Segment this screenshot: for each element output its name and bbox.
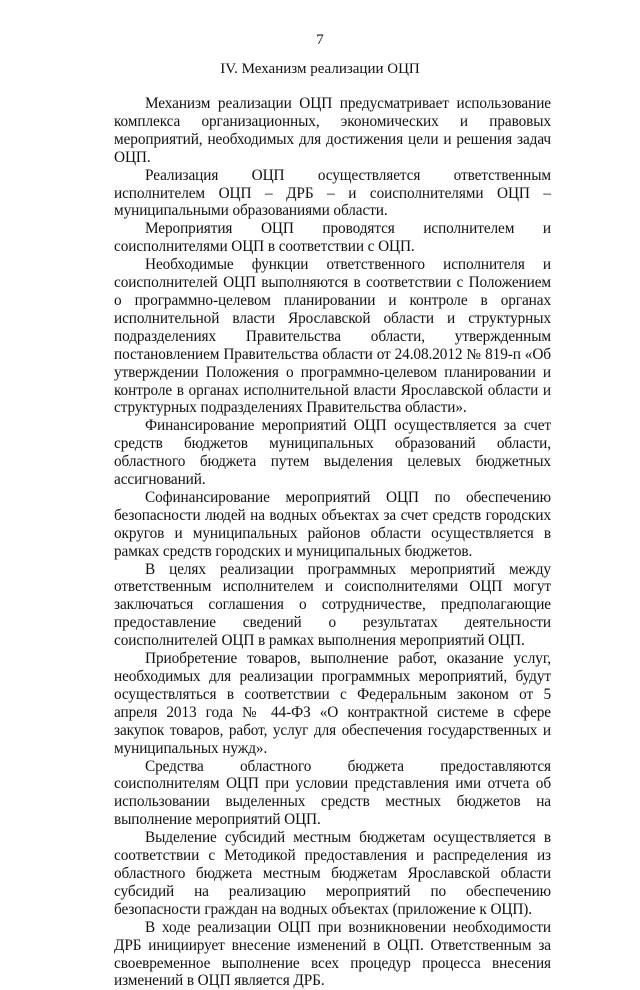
section-title: IV. Механизм реализации ОЦП <box>220 61 420 77</box>
page-number: 7 <box>316 32 324 48</box>
paragraph: Выделение субсидий местным бюджетам осуществляется в соответствии с Методикой предоставления и распределения из областного бюджета местным бюджетам Ярославской области субсидий на реализацию мероприятий по обеспечению безопасности граждан на водных объектах (приложение к ОЦП). <box>114 829 551 918</box>
paragraph: Реализация ОЦП осуществляется ответственным исполнителем ОЦП – ДРБ – и соисполнителями ОЦП – муниципальными образованиями области. <box>114 166 551 220</box>
paragraph: Средства областного бюджета предоставляются соисполнителям ОЦП при условии представления ими отчета об использовании выделенных средств местных бюджетов на выполнение мероприятий ОЦП. <box>114 757 551 829</box>
paragraph: В целях реализации программных мероприятий между ответственным исполнителем и соисполнителями ОЦП могут заключаться соглашения о сотрудничестве, предполагающие предоставление сведений о результатах деятельности соисполнителей ОЦП в рамках выполнения мероприятий ОЦП. <box>114 560 551 650</box>
paragraph: Необходимые функции ответственного исполнителя и соисполнителей ОЦП выполняются в соответствии с Положением о программно-целевом планировании и контроле в органах исполнительной власти Ярославской области и структурных подразделениях Правительства области, утвержденным постановлением Правительства области от 24.08.2012 № 819-п «Об утверждении Положения о программно-целевом планировании и контроле в органах исполнительной власти Ярославской области и структурных подразделениях Правительства области». <box>114 256 551 417</box>
paragraph: Мероприятия ОЦП проводятся исполнителем и соисполнителями ОЦП в соответствии с ОЦП. <box>114 220 551 256</box>
paragraph: Механизм реализации ОЦП предусматривает использование комплекса организационных, экономических и правовых мероприятий, необходимых для достижения цели и решения задач ОЦП. <box>114 95 551 166</box>
paragraph: Софинансирование мероприятий ОЦП по обеспечению безопасности людей на водных объектах за счет средств городских округов и муниципальных районов области осуществляется в рамках средств городских и муниципальных бюджетов. <box>114 488 551 560</box>
paragraph: В ходе реализации ОЦП при возникновении необходимости ДРБ инициирует внесение изменений в ОЦП. Ответственным за своевременное выполнение всех процедур процесса внесения изменений в ОЦП является ДРБ. <box>114 918 551 990</box>
body-text <box>114 95 551 990</box>
paragraph: Приобретение товаров, выполнение работ, оказание услуг, необходимых для реализации программных мероприятий, будут осуществляться в соответствии с Федеральным законом от 5 апреля 2013 года № 44-ФЗ «О контрактной системе в сфере закупок товаров, работ, услуг для обеспечения государственных и муниципальных нужд». <box>114 650 551 757</box>
paragraph: Финансирование мероприятий ОЦП осуществляется за счет средств бюджетов муниципальных образований области, областного бюджета путем выделения целевых бюджетных ассигнований. <box>114 417 551 489</box>
